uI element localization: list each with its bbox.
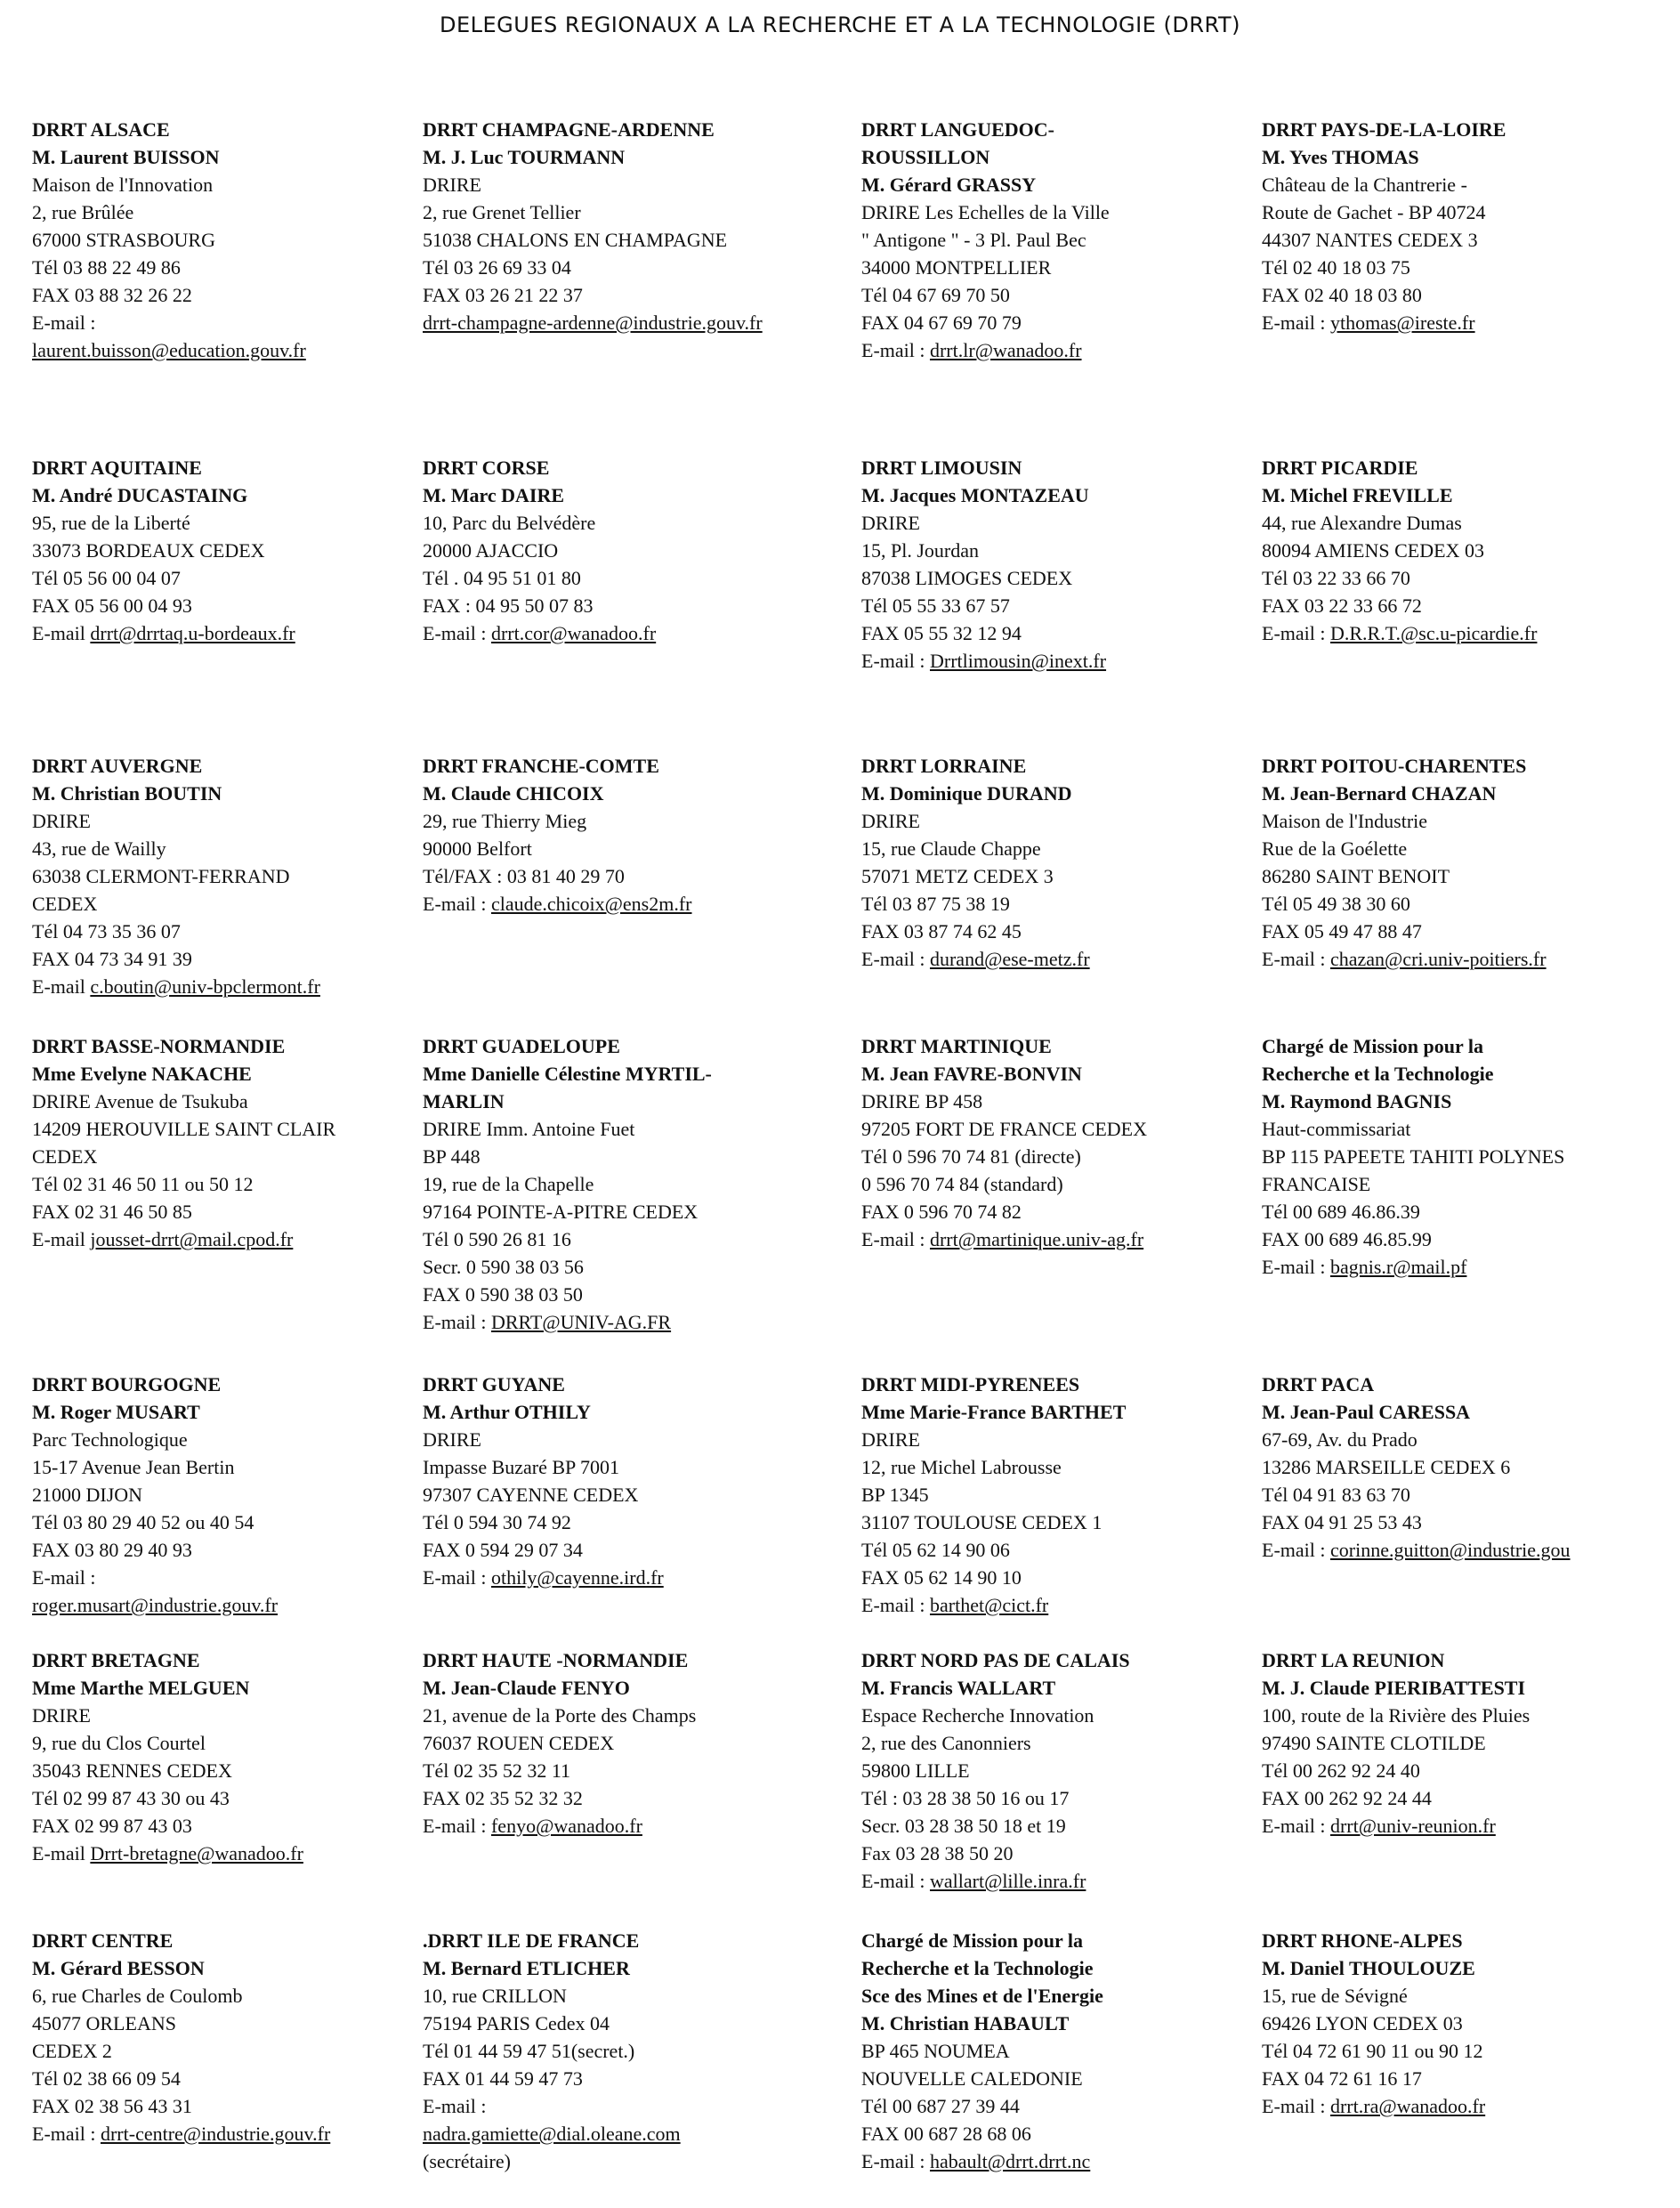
card-heading: DRRT MIDI-PYRENEES xyxy=(861,1373,1080,1395)
card-heading: DRRT AUVERGNE xyxy=(32,755,203,777)
contact-card xyxy=(423,752,692,918)
contact-card xyxy=(32,1927,330,2147)
card-contact-name: Mme Danielle Célestine MYRTIL- xyxy=(423,1063,712,1085)
address-line: FAX 04 72 61 16 17 xyxy=(1262,2067,1422,2090)
email-link[interactable]: jousset-drrt@mail.cpod.fr xyxy=(90,1228,294,1250)
card-heading: DRRT PICARDIE xyxy=(1262,457,1418,479)
address-line: Tél 0 594 30 74 92 xyxy=(423,1511,571,1533)
address-line: 100, route de la Rivière des Pluies xyxy=(1262,1704,1531,1727)
address-line: FAX 01 44 59 47 73 xyxy=(423,2067,583,2090)
address-line: 10, Parc du Belvédère xyxy=(423,512,596,534)
card-contact-name: M. Jean-Claude FENYO xyxy=(423,1677,630,1699)
contact-card xyxy=(32,454,295,647)
contact-card xyxy=(861,1032,1147,1253)
card-heading: DRRT MARTINIQUE xyxy=(861,1035,1052,1057)
card-heading: Chargé de Mission pour la xyxy=(1262,1035,1483,1057)
address-line: FAX 05 55 32 12 94 xyxy=(861,622,1022,644)
card-heading: DRRT LA REUNION xyxy=(1262,1649,1445,1671)
address-line: 76037 ROUEN CEDEX xyxy=(423,1732,615,1754)
address-line: Tél 0 590 26 81 16 xyxy=(423,1228,571,1250)
contact-card xyxy=(861,116,1110,364)
contact-card xyxy=(32,1646,303,1867)
address-line: Espace Recherche Innovation xyxy=(861,1704,1094,1727)
card-heading: DRRT LANGUEDOC- xyxy=(861,118,1055,141)
email-link[interactable]: laurent.buisson@education.gouv.fr xyxy=(32,339,306,361)
address-line: Tél 04 72 61 90 11 ou 90 12 xyxy=(1262,2040,1483,2062)
address-line: 2, rue Grenet Tellier xyxy=(423,201,581,223)
card-heading: DRRT RHONE-ALPES xyxy=(1262,1929,1463,1952)
address-line: DRIRE Les Echelles de la Ville xyxy=(861,201,1110,223)
address-line: 45077 ORLEANS xyxy=(32,2012,176,2034)
card-contact-name: M. Gérard GRASSY xyxy=(861,174,1037,196)
address-line: 69426 LYON CEDEX 03 xyxy=(1262,2012,1463,2034)
email-line: E-mail : drrt@univ-reunion.fr xyxy=(1262,1815,1496,1837)
address-line: BP 448 xyxy=(423,1145,481,1168)
email-link[interactable]: c.boutin@univ-bpclermont.fr xyxy=(90,975,320,998)
address-line: 86280 SAINT BENOIT xyxy=(1262,865,1450,887)
email-link[interactable]: drrt-centre@industrie.gouv.fr xyxy=(100,2123,331,2145)
address-line: Tél 00 689 46.86.39 xyxy=(1262,1201,1420,1223)
address-line: 2, rue des Canonniers xyxy=(861,1732,1031,1754)
email-line: E-mail : D.R.R.T.@sc.u-picardie.fr xyxy=(1262,622,1538,644)
address-line: 2, rue Brûlée xyxy=(32,201,134,223)
email-link[interactable]: ythomas@ireste.fr xyxy=(1329,311,1475,334)
card-contact-name: M. Laurent BUISSON xyxy=(32,146,220,168)
address-line: FAX 05 49 47 88 47 xyxy=(1262,920,1422,942)
address-line: FAX 05 56 00 04 93 xyxy=(32,594,192,617)
card-heading: Chargé de Mission pour la xyxy=(861,1929,1083,1952)
address-line: DRIRE xyxy=(32,1704,91,1727)
address-line: FAX 03 88 32 26 22 xyxy=(32,284,192,306)
card-contact-name: Mme Marthe MELGUEN xyxy=(32,1677,250,1699)
address-line: Tél 04 67 69 70 50 xyxy=(861,284,1010,306)
address-line: FAX 0 590 38 03 50 xyxy=(423,1283,583,1306)
address-line: CEDEX xyxy=(32,893,98,915)
card-heading: DRRT ALSACE xyxy=(32,118,170,141)
contact-card xyxy=(423,454,656,647)
card-contact-name: M. Jean FAVRE-BONVIN xyxy=(861,1063,1082,1085)
email-line: E-mail : wallart@lille.inra.fr xyxy=(861,1870,1086,1892)
address-line: 97164 POINTE-A-PITRE CEDEX xyxy=(423,1201,699,1223)
address-line: FAX 02 35 52 32 32 xyxy=(423,1787,583,1809)
address-line: FAX 02 38 56 43 31 xyxy=(32,2095,192,2117)
address-line: Tél 04 73 35 36 07 xyxy=(32,920,181,942)
contact-card xyxy=(423,1371,664,1591)
address-line: Tél 03 26 69 33 04 xyxy=(423,256,571,279)
address-line: DRIRE xyxy=(423,1428,481,1451)
address-line: 20000 AJACCIO xyxy=(423,539,559,562)
address-line: FAX 00 687 28 68 06 xyxy=(861,2123,1031,2145)
address-line: " Antigone " - 3 Pl. Paul Bec xyxy=(861,229,1086,251)
address-line: DRIRE xyxy=(861,1428,920,1451)
card-contact-name: M. Arthur OTHILY xyxy=(423,1401,591,1423)
card-heading: DRRT HAUTE -NORMANDIE xyxy=(423,1649,689,1671)
address-line: FAX 02 40 18 03 80 xyxy=(1262,284,1422,306)
address-line: 21, avenue de la Porte des Champs xyxy=(423,1704,697,1727)
address-line: FAX 03 26 21 22 37 xyxy=(423,284,583,306)
address-line: BP 1345 xyxy=(861,1484,929,1506)
card-contact-name: M. Daniel THOULOUZE xyxy=(1262,1957,1475,1979)
address-line: Haut-commissariat xyxy=(1262,1118,1411,1140)
email-link[interactable]: drrt@martinique.univ-ag.fr xyxy=(929,1228,1144,1250)
address-line: 15, rue Claude Chappe xyxy=(861,837,1041,860)
address-line: Tél 02 31 46 50 11 ou 50 12 xyxy=(32,1173,254,1195)
address-line: 97307 CAYENNE CEDEX xyxy=(423,1484,639,1506)
email-line: E-mail : Drrtlimousin@inext.fr xyxy=(861,650,1107,672)
email-link[interactable]: drrt.lr@wanadoo.fr xyxy=(929,339,1082,361)
address-line: 15, Pl. Jourdan xyxy=(861,539,979,562)
contact-card xyxy=(1262,752,1547,973)
card-contact-name: M. Christian HABAULT xyxy=(861,2012,1070,2034)
address-line: Tél 02 38 66 09 54 xyxy=(32,2067,181,2090)
contact-card xyxy=(32,116,306,364)
address-line: Tél 03 87 75 38 19 xyxy=(861,893,1010,915)
address-line: 80094 AMIENS CEDEX 03 xyxy=(1262,539,1484,562)
email-line: E-mail c.boutin@univ-bpclermont.fr xyxy=(32,975,320,998)
address-line: FAX 04 73 34 91 39 xyxy=(32,948,192,970)
contact-card xyxy=(1262,1032,1564,1281)
address-line: 63038 CLERMONT-FERRAND xyxy=(32,865,290,887)
address-line: Tél 05 49 38 30 60 xyxy=(1262,893,1410,915)
contact-card xyxy=(423,116,763,336)
address-line: 67-69, Av. du Prado xyxy=(1262,1428,1418,1451)
email-line: E-mail jousset-drrt@mail.cpod.fr xyxy=(32,1228,294,1250)
card-contact-name: M. J. Claude PIERIBATTESTI xyxy=(1262,1677,1526,1699)
address-line: 44, rue Alexandre Dumas xyxy=(1262,512,1462,534)
address-line: Rue de la Goélette xyxy=(1262,837,1408,860)
address-line: 13286 MARSEILLE CEDEX 6 xyxy=(1262,1456,1511,1478)
contact-card xyxy=(861,454,1106,675)
email-link[interactable]: drrt@drrtaq.u-bordeaux.fr xyxy=(90,622,295,644)
address-line: Tél 01 44 59 47 51(secret.) xyxy=(423,2040,635,2062)
address-line: 14209 HEROUVILLE SAINT CLAIR xyxy=(32,1118,336,1140)
address-line: DRIRE BP 458 xyxy=(861,1090,983,1112)
note-line: (secrétaire) xyxy=(423,2150,511,2172)
address-line: Fax 03 28 38 50 20 xyxy=(861,1842,1014,1864)
contact-card xyxy=(423,1927,681,2175)
email-line: E-mail : drrt.lr@wanadoo.fr xyxy=(861,339,1082,361)
card-contact-name: Recherche et la Technologie xyxy=(1262,1063,1494,1085)
card-heading: DRRT CORSE xyxy=(423,457,550,479)
card-contact-name: M. J. Luc TOURMANN xyxy=(423,146,626,168)
email-line: E-mail : othily@cayenne.ird.fr xyxy=(423,1566,664,1589)
address-line: 90000 Belfort xyxy=(423,837,532,860)
address-line: 12, rue Michel Labrousse xyxy=(861,1456,1062,1478)
card-heading: DRRT BOURGOGNE xyxy=(32,1373,222,1395)
card-contact-name: M. Dominique DURAND xyxy=(861,782,1072,805)
address-line: 0 596 70 74 84 (standard) xyxy=(861,1173,1063,1195)
email-link[interactable]: fenyo@wanadoo.fr xyxy=(490,1815,642,1837)
email-link[interactable]: barthet@cict.fr xyxy=(929,1594,1049,1616)
email-line: E-mail : drrt.ra@wanadoo.fr xyxy=(1262,2095,1486,2117)
contact-card xyxy=(1262,1646,1530,1840)
contact-card xyxy=(861,1371,1126,1619)
card-contact-name: M. Jacques MONTAZEAU xyxy=(861,484,1089,506)
card-heading: DRRT FRANCHE-COMTE xyxy=(423,755,659,777)
address-line: DRIRE xyxy=(861,810,920,832)
email-link[interactable]: claude.chicoix@ens2m.fr xyxy=(490,893,692,915)
card-contact-name: M. Jean-Bernard CHAZAN xyxy=(1262,782,1497,805)
email-line: E-mail : barthet@cict.fr xyxy=(861,1594,1049,1616)
address-line: Tél 05 56 00 04 07 xyxy=(32,567,181,589)
card-heading: DRRT LORRAINE xyxy=(861,755,1027,777)
contact-card xyxy=(861,752,1090,973)
address-line: Maison de l'Industrie xyxy=(1262,810,1428,832)
address-line: CEDEX xyxy=(32,1145,98,1168)
address-line: Tél 02 35 52 32 11 xyxy=(423,1759,570,1782)
address-line: DRIRE xyxy=(423,174,481,196)
address-line: FAX 04 67 69 70 79 xyxy=(861,311,1022,334)
card-contact-name: M. Raymond BAGNIS xyxy=(1262,1090,1452,1112)
address-line: 9, rue du Clos Courtel xyxy=(32,1732,206,1754)
address-line: Secr. 03 28 38 50 18 et 19 xyxy=(861,1815,1066,1837)
email-link[interactable]: drrt@univ-reunion.fr xyxy=(1329,1815,1496,1837)
card-heading: DRRT LIMOUSIN xyxy=(861,457,1022,479)
email-line: E-mail : corinne.guitton@industrie.gou xyxy=(1262,1539,1571,1561)
address-line: Tél 02 99 87 43 30 ou 43 xyxy=(32,1787,230,1809)
address-line: Tél 00 687 27 39 44 xyxy=(861,2095,1020,2117)
address-line: DRIRE xyxy=(32,810,91,832)
card-heading: DRRT GUYANE xyxy=(423,1373,565,1395)
email-link[interactable]: wallart@lille.inra.fr xyxy=(929,1870,1086,1892)
email-line: E-mail : bagnis.r@mail.pf xyxy=(1262,1256,1467,1278)
card-contact-name: M. Claude CHICOIX xyxy=(423,782,604,805)
card-heading: DRRT BASSE-NORMANDIE xyxy=(32,1035,286,1057)
address-line: Château de la Chantrerie - xyxy=(1262,174,1467,196)
address-line: 19, rue de la Chapelle xyxy=(423,1173,594,1195)
email-link[interactable]: durand@ese-metz.fr xyxy=(929,948,1090,970)
address-line: Secr. 0 590 38 03 56 xyxy=(423,1256,584,1278)
card-contact-name: Recherche et la Technologie xyxy=(861,1957,1094,1979)
address-line: FAX 02 99 87 43 03 xyxy=(32,1815,192,1837)
address-line: FAX 00 689 46.85.99 xyxy=(1262,1228,1432,1250)
address-line: FAX 03 22 33 66 72 xyxy=(1262,594,1422,617)
contact-card xyxy=(32,1371,278,1619)
page-title: DELEGUES REGIONAUX A LA RECHERCHE ET A LA TECHNOLOGIE (DRRT) xyxy=(440,12,1240,37)
email-line: E-mail : drrt-centre@industrie.gouv.fr xyxy=(32,2123,331,2145)
address-line: CEDEX 2 xyxy=(32,2040,112,2062)
address-line: Tél 03 88 22 49 86 xyxy=(32,256,181,279)
address-line: FAX : 04 95 50 07 83 xyxy=(423,594,594,617)
address-line: 31107 TOULOUSE CEDEX 1 xyxy=(861,1511,1102,1533)
email-line: E-mail : chazan@cri.univ-poitiers.fr xyxy=(1262,948,1547,970)
email-link[interactable]: Drrtlimousin@inext.fr xyxy=(929,650,1107,672)
address-line: Tél/FAX : 03 81 40 29 70 xyxy=(423,865,625,887)
email-line: E-mail : drrt@martinique.univ-ag.fr xyxy=(861,1228,1144,1250)
card-heading: DRRT GUADELOUPE xyxy=(423,1035,620,1057)
address-line: 43, rue de Wailly xyxy=(32,837,166,860)
address-line: Tél 03 22 33 66 70 xyxy=(1262,567,1410,589)
address-line: Impasse Buzaré BP 7001 xyxy=(423,1456,619,1478)
card-contact-name: M. Francis WALLART xyxy=(861,1677,1056,1699)
email-link[interactable]: othily@cayenne.ird.fr xyxy=(490,1566,664,1589)
card-heading: .DRRT ILE DE FRANCE xyxy=(423,1929,640,1952)
address-line: 34000 MONTPELLIER xyxy=(861,256,1052,279)
email-link[interactable]: nadra.gamiette@dial.oleane.com xyxy=(423,2123,681,2145)
email-link[interactable]: roger.musart@industrie.gouv.fr xyxy=(32,1594,279,1616)
email-line: E-mail : xyxy=(32,1566,96,1589)
email-line: E-mail : fenyo@wanadoo.fr xyxy=(423,1815,642,1837)
card-heading: DRRT NORD PAS DE CALAIS xyxy=(861,1649,1130,1671)
email-link[interactable]: drrt-champagne-ardenne@industrie.gouv.fr xyxy=(423,311,763,334)
card-heading: DRRT BRETAGNE xyxy=(32,1649,200,1671)
address-line: BP 465 NOUMEA xyxy=(861,2040,1010,2062)
email-link[interactable]: corinne.guitton@industrie.gou xyxy=(1329,1539,1571,1561)
card-contact-name: M. Yves THOMAS xyxy=(1262,146,1419,168)
contact-card xyxy=(1262,454,1537,647)
address-line: 10, rue CRILLON xyxy=(423,1985,567,2007)
address-line: FAX 05 62 14 90 10 xyxy=(861,1566,1022,1589)
card-heading: DRRT AQUITAINE xyxy=(32,457,202,479)
email-line: E-mail : drrt.cor@wanadoo.fr xyxy=(423,622,657,644)
address-line: FAX 03 80 29 40 93 xyxy=(32,1539,192,1561)
email-line: E-mail : ythomas@ireste.fr xyxy=(1262,311,1475,334)
contact-card xyxy=(1262,116,1506,336)
address-line: FAX 03 87 74 62 45 xyxy=(861,920,1022,942)
address-line: Tél 03 80 29 40 52 ou 40 54 xyxy=(32,1511,254,1533)
address-line: 97490 SAINTE CLOTILDE xyxy=(1262,1732,1486,1754)
card-contact-name: M. Jean-Paul CARESSA xyxy=(1262,1401,1471,1423)
contact-card xyxy=(1262,1371,1571,1564)
address-line: 95, rue de la Liberté xyxy=(32,512,190,534)
contact-card xyxy=(423,1032,712,1336)
address-line: 29, rue Thierry Mieg xyxy=(423,810,587,832)
card-heading: DRRT PAYS-DE-LA-LOIRE xyxy=(1262,118,1506,141)
address-line: DRIRE Imm. Antoine Fuet xyxy=(423,1118,635,1140)
address-line: 75194 PARIS Cedex 04 xyxy=(423,2012,610,2034)
card-contact-name: M. Bernard ETLICHER xyxy=(423,1957,630,1979)
address-line: FAX 0 596 70 74 82 xyxy=(861,1201,1022,1223)
email-link[interactable]: chazan@cri.univ-poitiers.fr xyxy=(1329,948,1547,970)
address-line: FAX 04 91 25 53 43 xyxy=(1262,1511,1422,1533)
card-heading: DRRT CHAMPAGNE-ARDENNE xyxy=(423,118,715,141)
address-line: 15, rue de Sévigné xyxy=(1262,1985,1408,2007)
address-line: 97205 FORT DE FRANCE CEDEX xyxy=(861,1118,1147,1140)
address-line: FAX 0 594 29 07 34 xyxy=(423,1539,583,1561)
contact-card xyxy=(1262,1927,1485,2120)
email-line: E-mail : habault@drrt.drrt.nc xyxy=(861,2150,1091,2172)
contact-card xyxy=(32,1032,335,1253)
address-line: FRANCAISE xyxy=(1262,1173,1371,1195)
card-contact-name: M. Michel FREVILLE xyxy=(1262,484,1453,506)
address-line: Route de Gachet - BP 40724 xyxy=(1262,201,1486,223)
contact-card xyxy=(861,1927,1103,2175)
address-line: Tél 0 596 70 74 81 (directe) xyxy=(861,1145,1081,1168)
address-line: Tél 04 91 83 63 70 xyxy=(1262,1484,1410,1506)
contact-card xyxy=(861,1646,1130,1895)
email-link[interactable]: bagnis.r@mail.pf xyxy=(1329,1256,1467,1278)
email-line: E-mail : DRRT@UNIV-AG.FR xyxy=(423,1311,672,1333)
address-line: 67000 STRASBOURG xyxy=(32,229,215,251)
card-heading: DRRT CENTRE xyxy=(32,1929,174,1952)
card-contact-name: Sce des Mines et de l'Energie xyxy=(861,1985,1103,2007)
card-contact-name: M. Roger MUSART xyxy=(32,1401,200,1423)
address-line: 87038 LIMOGES CEDEX xyxy=(861,567,1073,589)
email-line: E-mail : durand@ese-metz.fr xyxy=(861,948,1090,970)
address-line: Tél . 04 95 51 01 80 xyxy=(423,567,581,589)
email-link[interactable]: D.R.R.T.@sc.u-picardie.fr xyxy=(1329,622,1538,644)
address-line: Maison de l'Innovation xyxy=(32,174,214,196)
email-link[interactable]: habault@drrt.drrt.nc xyxy=(929,2150,1091,2172)
address-line: DRIRE xyxy=(861,512,920,534)
address-line: Parc Technologique xyxy=(32,1428,188,1451)
address-line: 6, rue Charles de Coulomb xyxy=(32,1985,243,2007)
address-line: 15-17 Avenue Jean Bertin xyxy=(32,1456,235,1478)
card-contact-name: MARLIN xyxy=(423,1090,505,1112)
address-line: NOUVELLE CALEDONIE xyxy=(861,2067,1083,2090)
address-line: Tél : 03 28 38 50 16 ou 17 xyxy=(861,1787,1070,1809)
address-line: 57071 METZ CEDEX 3 xyxy=(861,865,1054,887)
email-line: E-mail : claude.chicoix@ens2m.fr xyxy=(423,893,692,915)
card-contact-name: Mme Marie-France BARTHET xyxy=(861,1401,1127,1423)
card-contact-name: M. Gérard BESSON xyxy=(32,1957,205,1979)
card-heading: DRRT PACA xyxy=(1262,1373,1375,1395)
address-line: DRIRE Avenue de Tsukuba xyxy=(32,1090,248,1112)
email-link[interactable]: DRRT@UNIV-AG.FR xyxy=(490,1311,672,1333)
address-line: FAX 02 31 46 50 85 xyxy=(32,1201,192,1223)
email-link[interactable]: drrt.cor@wanadoo.fr xyxy=(490,622,657,644)
contact-card xyxy=(423,1646,696,1840)
card-contact-name: M. André DUCASTAING xyxy=(32,484,248,506)
email-line: E-mail drrt@drrtaq.u-bordeaux.fr xyxy=(32,622,295,644)
address-line: Tél 05 55 33 67 57 xyxy=(861,594,1010,617)
address-line: 59800 LILLE xyxy=(861,1759,970,1782)
address-line: 35043 RENNES CEDEX xyxy=(32,1759,232,1782)
card-contact-name: ROUSSILLON xyxy=(861,146,990,168)
card-contact-name: M. Marc DAIRE xyxy=(423,484,565,506)
email-line: E-mail : xyxy=(423,2095,487,2117)
address-line: 44307 NANTES CEDEX 3 xyxy=(1262,229,1478,251)
card-heading: DRRT POITOU-CHARENTES xyxy=(1262,755,1527,777)
email-link[interactable]: drrt.ra@wanadoo.fr xyxy=(1329,2095,1486,2117)
address-line: BP 115 PAPEETE TAHITI POLYNES xyxy=(1262,1145,1565,1168)
address-line: FAX 00 262 92 24 44 xyxy=(1262,1787,1432,1809)
email-link[interactable]: Drrt-bretagne@wanadoo.fr xyxy=(90,1842,303,1864)
address-line: Tél 02 40 18 03 75 xyxy=(1262,256,1410,279)
address-line: 51038 CHALONS EN CHAMPAGNE xyxy=(423,229,728,251)
email-line: E-mail : xyxy=(32,311,96,334)
card-contact-name: M. Christian BOUTIN xyxy=(32,782,222,805)
email-line: E-mail Drrt-bretagne@wanadoo.fr xyxy=(32,1842,303,1864)
address-line: 21000 DIJON xyxy=(32,1484,143,1506)
address-line: Tél 00 262 92 24 40 xyxy=(1262,1759,1420,1782)
contact-card xyxy=(32,752,320,1000)
address-line: 33073 BORDEAUX CEDEX xyxy=(32,539,265,562)
card-contact-name: Mme Evelyne NAKACHE xyxy=(32,1063,252,1085)
address-line: Tél 05 62 14 90 06 xyxy=(861,1539,1010,1561)
